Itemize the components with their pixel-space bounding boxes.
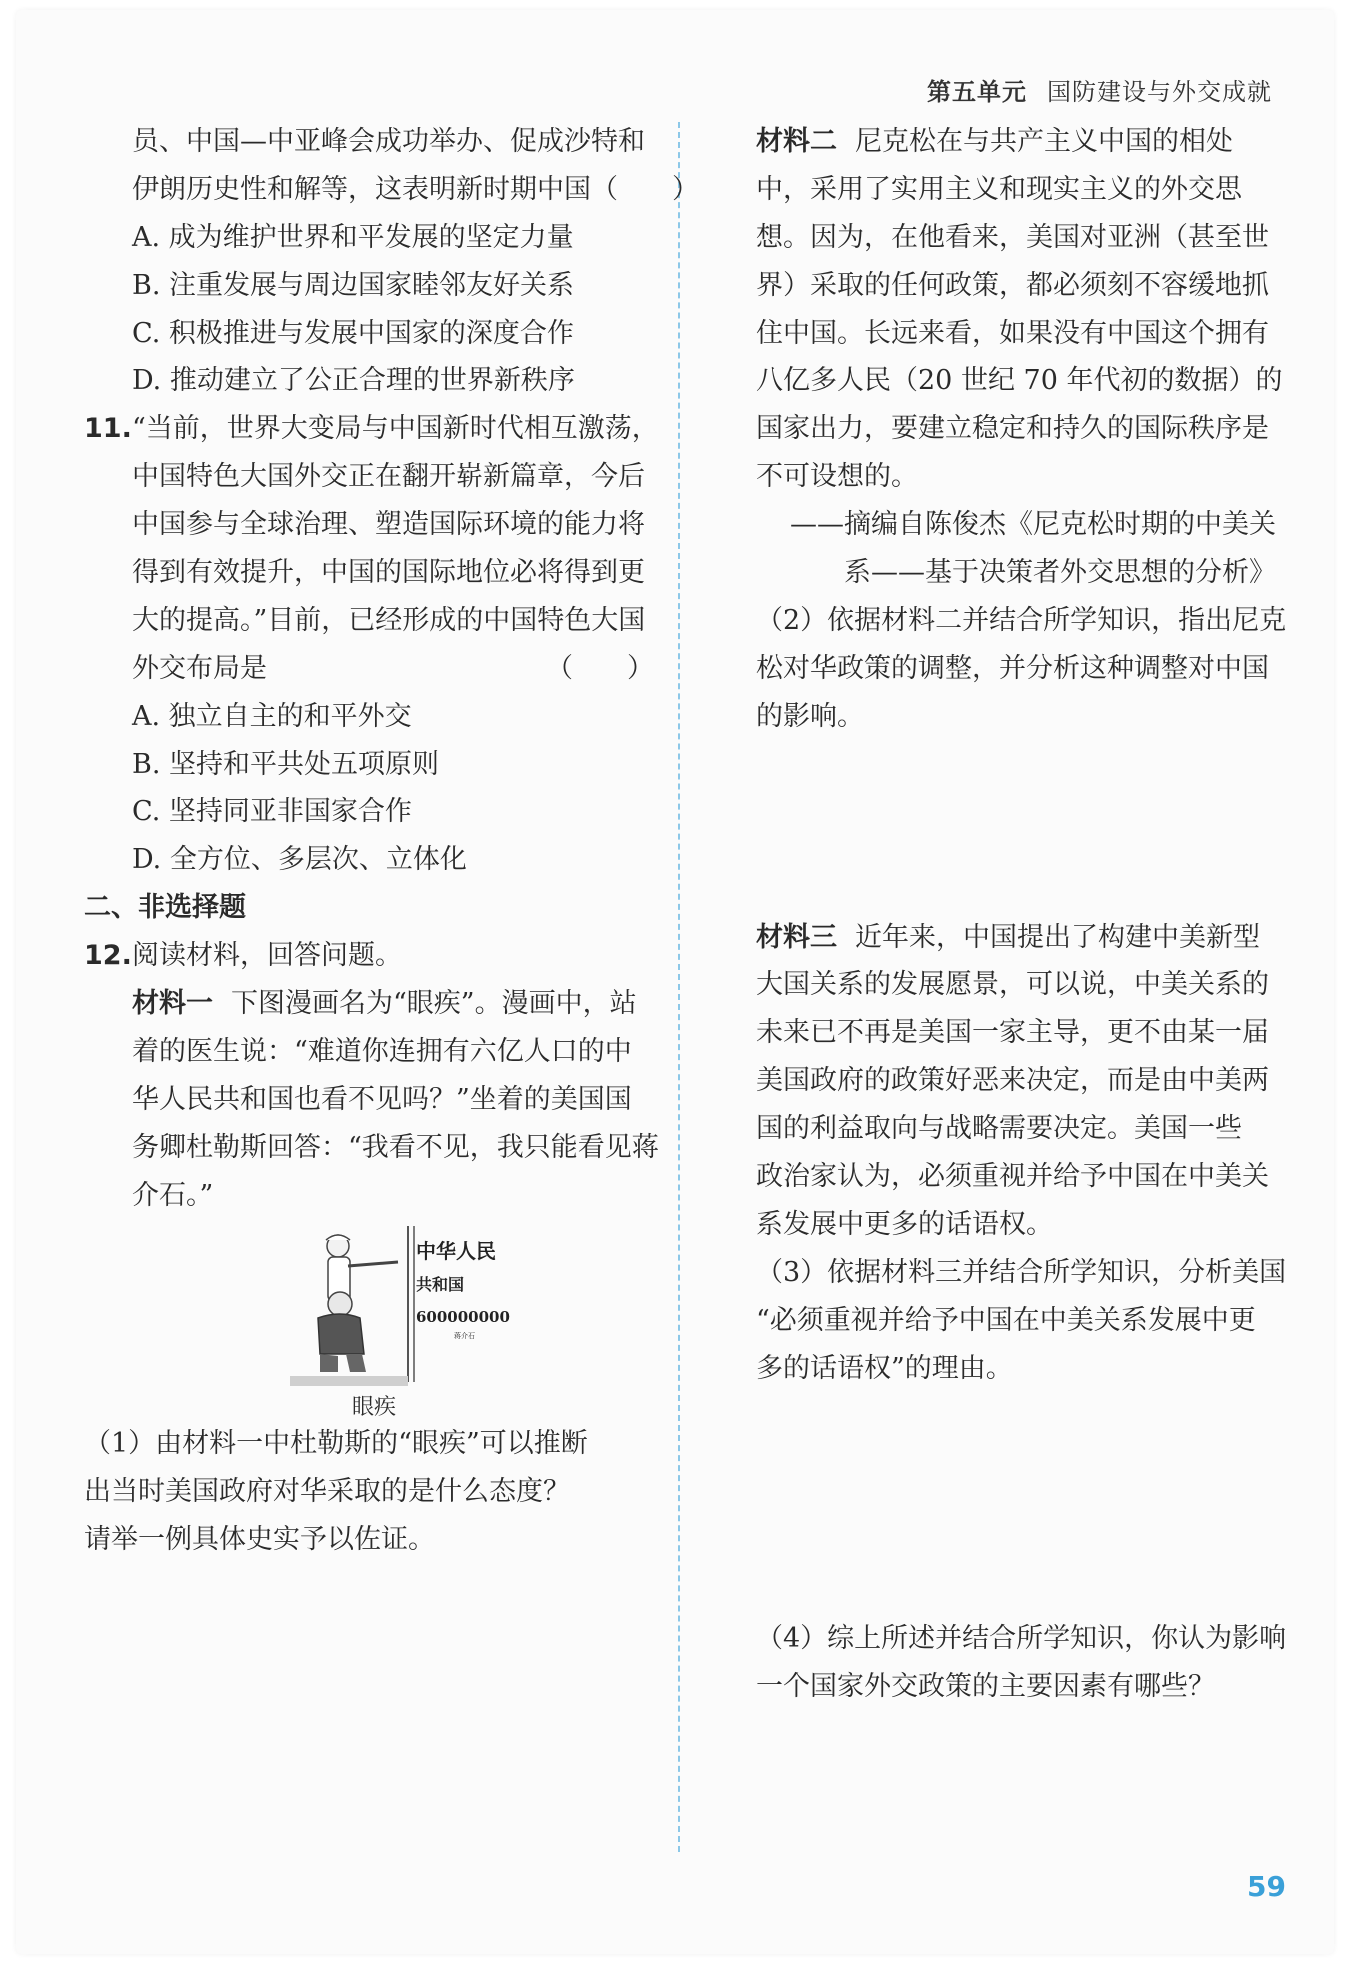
q10-option-a: A. 成为维护世界和平发展的坚定力量 [132, 221, 574, 253]
q12-stem: 阅读材料，回答问题。 [132, 940, 402, 972]
cartoon-caption: 眼疾 [352, 1395, 397, 1420]
material-1-line: 介石。” [132, 1179, 214, 1211]
cartoon-small-text: 蒋介石 [454, 1332, 475, 1340]
material-3-line: 政治家认为，必须重视并给予中国在中美关 [756, 1161, 1269, 1193]
material-1-line: 下图漫画名为“眼疾”。漫画中，站 [231, 988, 637, 1020]
right-column [756, 118, 1287, 1711]
q11-stem-line: 中国参与全球治理、塑造国际环境的能力将 [132, 509, 645, 541]
material-1-line: 华人民共和国也看不见吗？”坐着的美国国 [132, 1083, 632, 1115]
material-2-line: 想。因为，在他看来，美国对亚洲（甚至世 [756, 221, 1269, 253]
cartoon-illustration [290, 1226, 510, 1386]
q10-stem-line: 员、中国—中亚峰会成功举办、促成沙特和 [132, 126, 645, 157]
q11-stem-line: 大的提高。”目前，已经形成的中国特色大国 [132, 604, 646, 636]
material-3-label: 材料三 [756, 921, 837, 953]
sub-question-2-line: （2）依据材料二并结合所学知识，指出尼克 [756, 604, 1287, 636]
unit-label: 第五单元 [927, 78, 1027, 106]
sub-question-3-line: “必须重视并给予中国在中美关系发展中更 [756, 1304, 1256, 1336]
material-2-line: 中，采用了实用主义和现实主义的外交思 [756, 173, 1242, 205]
q11-stem-line: “当前，世界大变局与中国新时代相互激荡， [132, 413, 659, 445]
material-2-line: 不可设想的。 [756, 461, 918, 493]
cartoon-number: 600000000 [416, 1308, 510, 1326]
column-divider [678, 122, 680, 1852]
left-column-lower [84, 1420, 654, 1564]
sub-question-1-line: （1）由材料一中杜勒斯的“眼疾”可以推断 [84, 1428, 588, 1459]
sub-question-1-line: 出当时美国政府对华采取的是什么态度？ [84, 1475, 570, 1507]
q11-stem-line: 中国特色大国外交正在翻开崭新篇章，今后 [132, 461, 645, 493]
material-2-label: 材料二 [756, 126, 837, 157]
q10-option-b: B. 注重发展与周边国家睦邻友好关系 [132, 269, 575, 301]
material-3-line: 未来已不再是美国一家主导，更不由某一届 [756, 1017, 1269, 1049]
material-2-source: ——摘编自陈俊杰《尼克松时期的中美关 [790, 509, 1276, 541]
material-3-line: 近年来，中国提出了构建中美新型 [855, 921, 1260, 953]
material-1-line: 着的医生说：“难道你连拥有六亿人口的中 [132, 1035, 632, 1067]
answer-bracket: （ ） [546, 652, 654, 684]
left-column [84, 118, 699, 1219]
q10-option-c: C. 积极推进与发展中国家的深度合作 [132, 317, 574, 349]
page-number: 59 [1247, 1870, 1286, 1903]
cartoon-text: 中华人民 [416, 1239, 496, 1263]
q11-option-c: C. 坚持同亚非国家合作 [132, 796, 412, 828]
sub-question-4-line: （4）综上所述并结合所学知识，你认为影响 [756, 1623, 1287, 1655]
q11-stem-line: 外交布局是 [132, 652, 267, 684]
sub-question-4-line: 一个国家外交政策的主要因素有哪些？ [756, 1671, 1215, 1703]
q11-option-d: D. 全方位、多层次、立体化 [132, 844, 467, 876]
q10-stem-line: 伊朗历史性和解等，这表明新时期中国（ ） [132, 173, 699, 205]
unit-title: 国防建设与外交成就 [1047, 78, 1272, 106]
q11-option-b: B. 坚持和平共处五项原则 [132, 748, 440, 780]
material-2-source: 系——基于决策者外交思想的分析》 [844, 557, 1276, 589]
q11-option-a: A. 独立自主的和平外交 [132, 700, 412, 732]
sub-question-1-line: 请举一例具体史实予以佐证。 [84, 1523, 435, 1555]
sub-question-2-line: 的影响。 [756, 700, 864, 732]
material-2-line: 住中国。长远来看，如果没有中国这个拥有 [756, 317, 1269, 349]
material-2-line: 界）采取的任何政策，都必须刻不容缓地抓 [756, 269, 1269, 301]
sub-question-3-line: （3）依据材料三并结合所学知识，分析美国 [756, 1256, 1287, 1288]
q11-number: 11. [84, 413, 132, 445]
material-1-label: 材料一 [132, 988, 213, 1020]
material-3-line: 国的利益取向与战略需要决定。美国一些 [756, 1113, 1242, 1145]
sub-question-2-line: 松对华政策的调整，并分析这种调整对中国 [756, 652, 1269, 684]
material-3-line: 系发展中更多的话语权。 [756, 1208, 1053, 1240]
section-title: 二、非选择题 [84, 892, 246, 924]
material-1-line: 务卿杜勒斯回答：“我看不见，我只能看见蒋 [132, 1131, 659, 1163]
material-3-line: 美国政府的政策好恶来决定，而是由中美两 [756, 1065, 1269, 1097]
q12-number: 12. [84, 940, 132, 972]
sub-question-3-line: 多的话语权”的理由。 [756, 1352, 1013, 1384]
material-2-line: 八亿多人民（20 世纪 70 年代初的数据）的 [756, 365, 1283, 397]
q11-stem-line: 得到有效提升，中国的国际地位必将得到更 [132, 557, 645, 589]
material-2-line: 尼克松在与共产主义中国的相处 [855, 126, 1233, 157]
material-2-line: 国家出力，要建立稳定和持久的国际秩序是 [756, 413, 1269, 445]
material-3-line: 大国关系的发展愿景，可以说，中美关系的 [756, 969, 1269, 1001]
page-header [927, 72, 1272, 107]
cartoon-text: 共和国 [416, 1275, 465, 1294]
q10-option-d: D. 推动建立了公正合理的世界新秩序 [132, 365, 575, 397]
